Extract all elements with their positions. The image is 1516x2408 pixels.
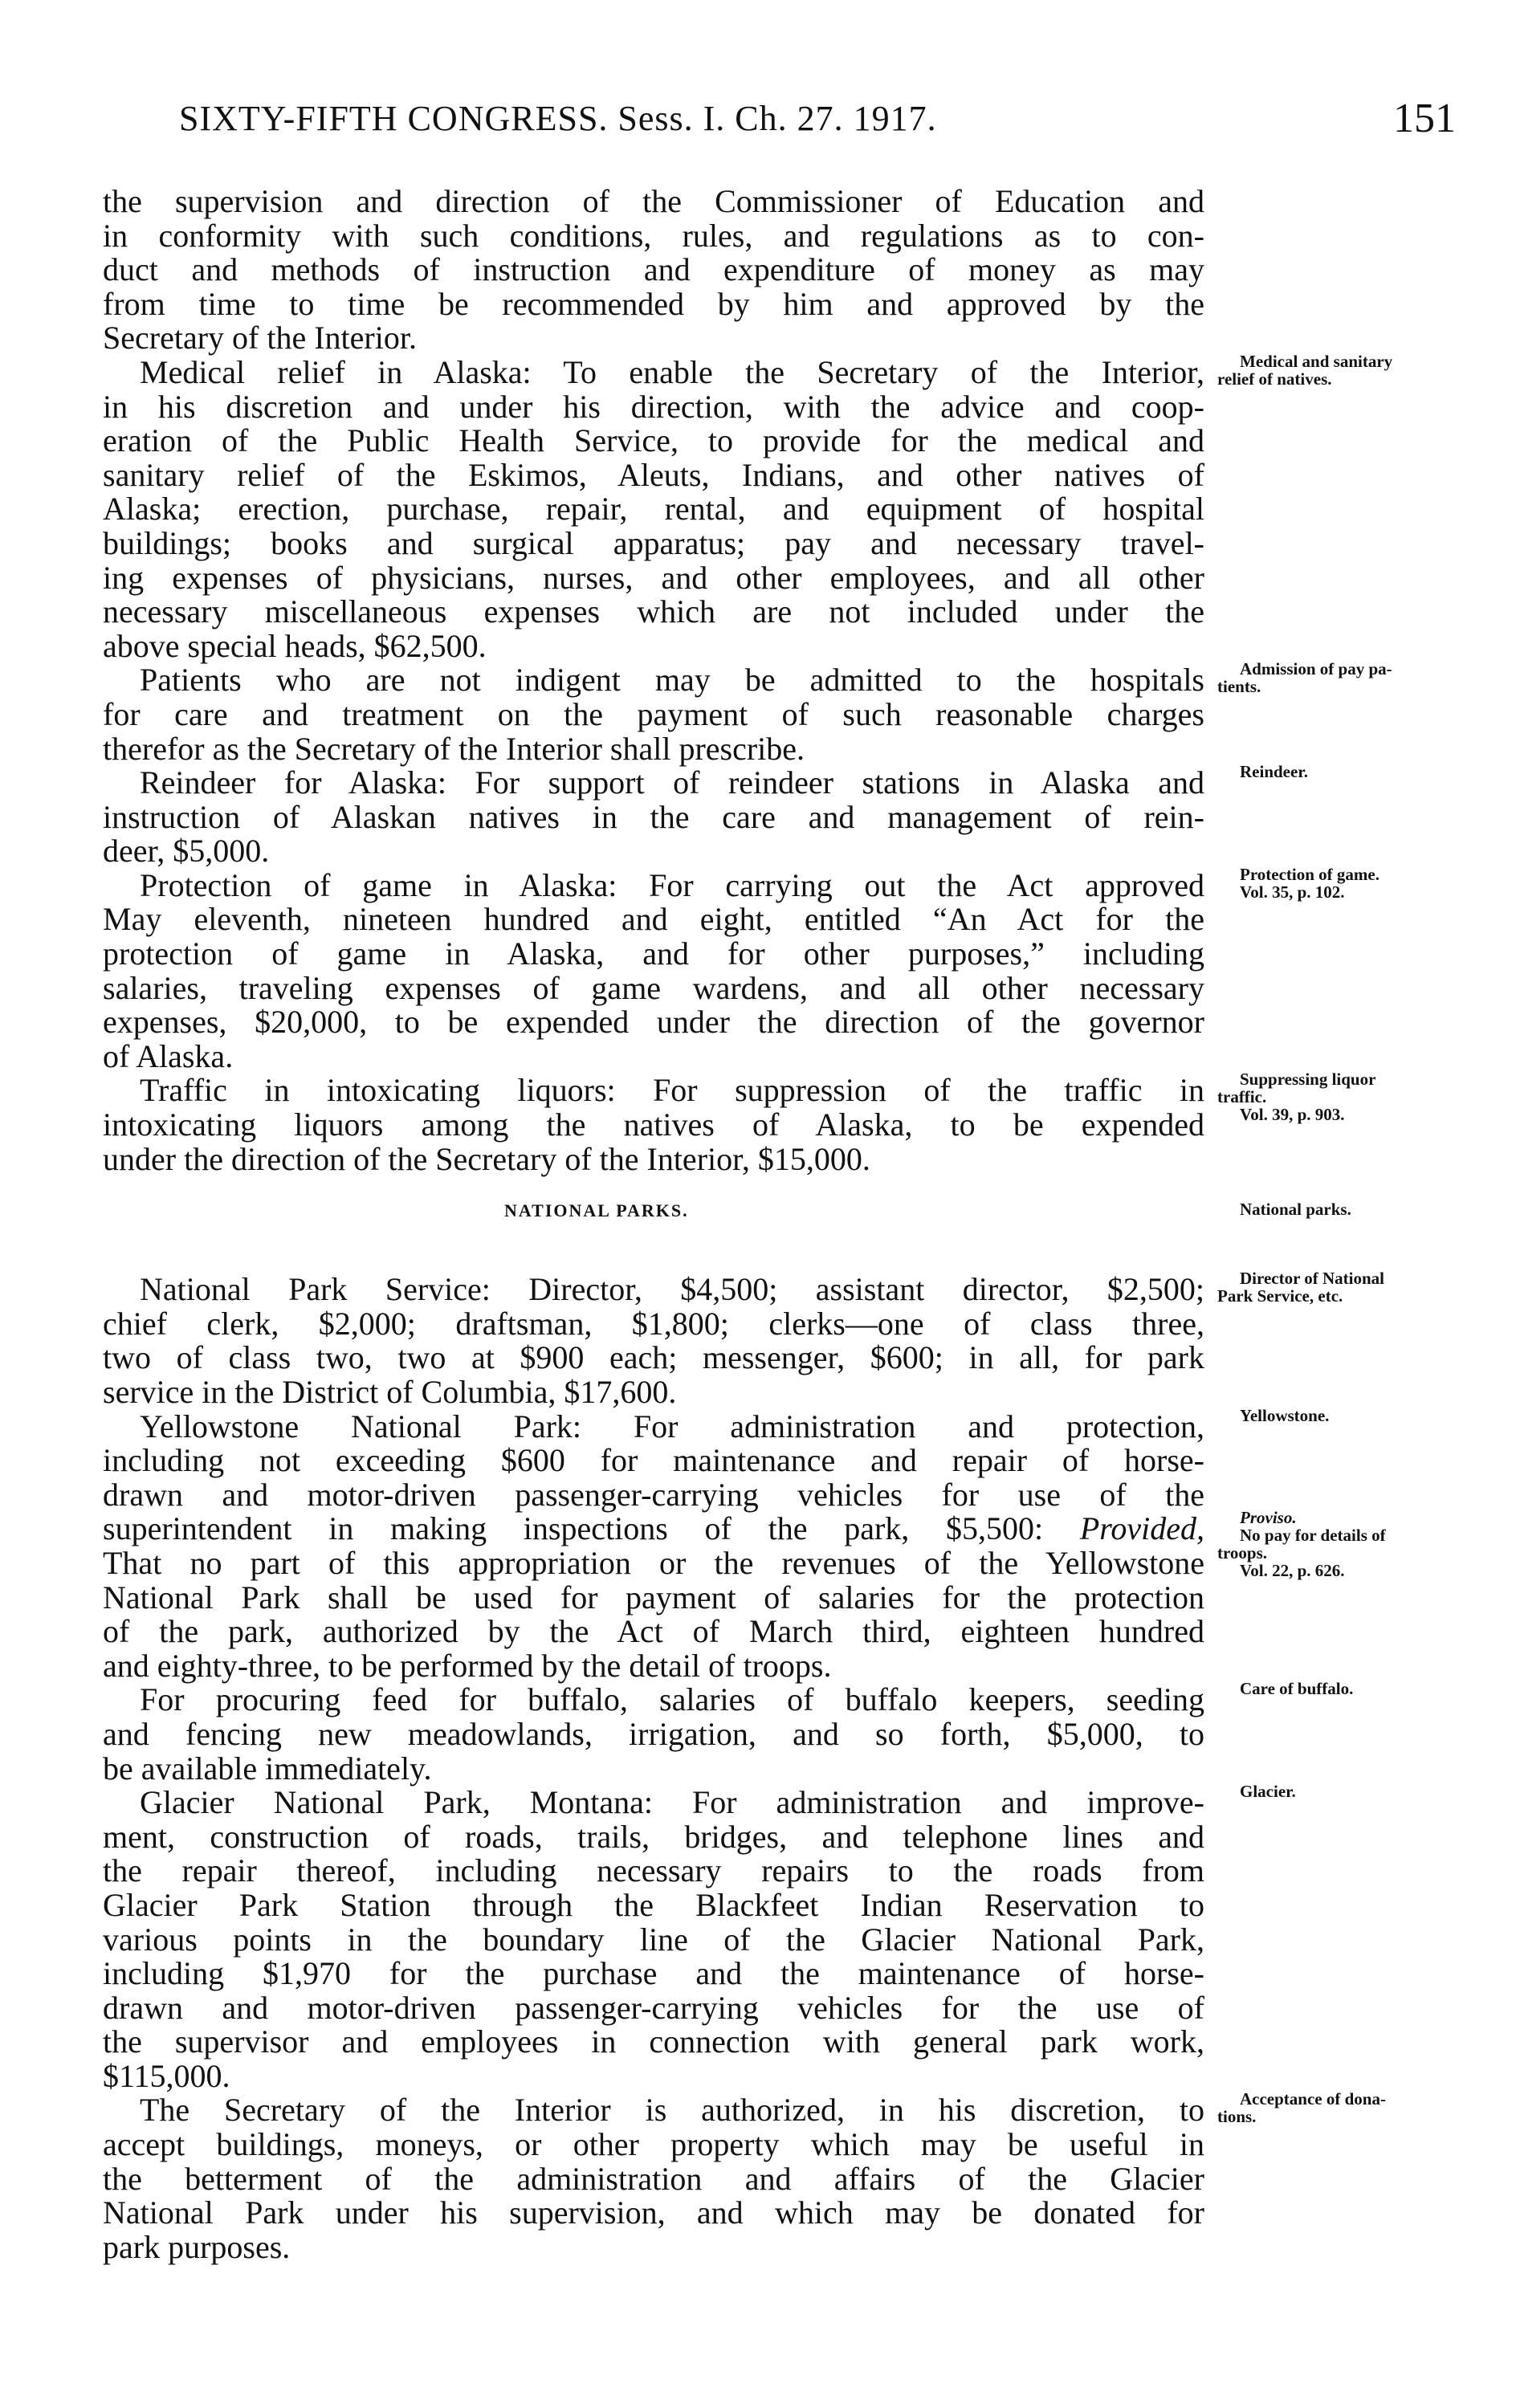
- text-line: salaries, traveling expenses of game wardens, and all other necessary: [103, 969, 1204, 1006]
- margin-note-line: Yellowstone.: [1240, 1405, 1330, 1425]
- page-number: 151: [1393, 96, 1456, 141]
- text-line: the supervision and direction of the Commissioner of Education and: [103, 183, 1204, 219]
- margin-note: National parks.: [1240, 1200, 1351, 1220]
- text-line: park purposes.: [103, 2228, 291, 2265]
- margin-note: [1217, 1680, 1458, 1697]
- margin-note-entry: [1217, 2090, 1458, 2125]
- text-line: two of class two, two at $900 each; messenger, $600; in all, for park: [103, 1339, 1204, 1376]
- text-line: May eleventh, nineteen hundred and eight, entitled “An Act for the: [103, 901, 1204, 938]
- text-line: Reindeer for Alaska: For support of reindeer stations in Alaska and: [140, 764, 1204, 801]
- text-segment: superintendent in making inspections of the park, $5,500:: [103, 1510, 1080, 1547]
- text-line: buildings; books and surgical apparatus; pay and necessary travel-: [103, 524, 1204, 561]
- text-line: ment, construction of roads, trails, bridges, and telephone lines and: [103, 1818, 1204, 1855]
- margin-note: [1217, 1070, 1458, 1123]
- text-line: eration of the Public Health Service, to provide for the medical and: [103, 422, 1204, 459]
- text-line: necessary miscellaneous expenses which are not included under the: [103, 593, 1204, 630]
- text-line: Protection of game in Alaska: For carrying out the Act approved: [140, 866, 1204, 903]
- paragraph: [103, 1405, 1386, 1684]
- text-line: drawn and motor-driven passenger-carrying vehicles for the use of: [103, 1989, 1204, 2026]
- margin-note-line: Director of National: [1240, 1269, 1385, 1289]
- text-line: in his discretion and under his direction, with the advice and coop-: [103, 388, 1204, 425]
- text-line: sanitary relief of the Eskimos, Aleuts, Indians, and other natives of: [103, 456, 1204, 493]
- text-line: ing expenses of physicians, nurses, and other employees, and all other: [103, 559, 1204, 596]
- margin-note-line: Proviso.: [1240, 1508, 1297, 1528]
- margin-note-line: Vol. 39, p. 903.: [1240, 1105, 1345, 1125]
- margin-note-entry: [1217, 1269, 1458, 1305]
- paragraph: [103, 864, 1379, 1074]
- text-line: [103, 1512, 1204, 1546]
- text-line: accept buildings, moneys, or other property which may be useful in: [103, 2126, 1204, 2163]
- text-line: Yellowstone National Park: For administration and protection,: [140, 1408, 1204, 1444]
- margin-note-entry: [1217, 763, 1458, 780]
- text-line: Glacier National Park, Montana: For administration and improve-: [140, 1784, 1204, 1821]
- margin-note: [1217, 2090, 1458, 2125]
- text-line: Patients who are not indigent may be admitted to the hospitals: [140, 662, 1204, 699]
- text-line: therefor as the Secretary of the Interior shall prescribe.: [103, 730, 805, 767]
- running-header: [179, 98, 1456, 143]
- margin-note-entry: [1217, 1526, 1458, 1562]
- text-line: The Secretary of the Interior is authorized, in his discretion, to: [140, 2092, 1204, 2129]
- margin-note-entry: [1217, 1680, 1458, 1697]
- margin-note-entry: [1217, 1562, 1458, 1579]
- text-line: and eighty-three, to be performed by the detail of troops.: [103, 1647, 832, 1684]
- text-line: the repair thereof, including necessary repairs to the roads from: [103, 1852, 1204, 1889]
- margin-note: [1217, 866, 1458, 901]
- margin-note-line: Vol. 22, p. 626.: [1240, 1561, 1345, 1581]
- paragraph: [103, 2089, 1386, 2265]
- paragraph: [103, 1679, 1354, 1787]
- margin-note-line: Care of buffalo.: [1240, 1679, 1354, 1699]
- text-line: in conformity with such conditions, rules, and regulations as to con-: [103, 217, 1204, 254]
- text-line: of the park, authorized by the Act of March third, eighteen hundred: [103, 1613, 1204, 1650]
- text-line: including not exceeding $600 for maintenance and repair of horse-: [103, 1442, 1204, 1479]
- margin-note: [1217, 352, 1458, 388]
- margin-note-line: Glacier.: [1240, 1782, 1296, 1802]
- margin-note-line: relief of natives.: [1217, 369, 1332, 389]
- margin-note: [1217, 1407, 1458, 1424]
- margin-note-line: Acceptance of dona-: [1240, 2089, 1386, 2109]
- text-segment: Provided,: [1079, 1510, 1204, 1547]
- margin-note-entry: [1217, 1407, 1458, 1424]
- text-line: from time to time be recommended by him and approved by the: [103, 285, 1204, 322]
- margin-note-line: traffic.: [1217, 1087, 1267, 1107]
- text-line: the betterment of the administration and affairs of the Glacier: [103, 2160, 1204, 2197]
- margin-note: [1217, 660, 1458, 695]
- text-line: Glacier Park Station through the Blackfeet Indian Reservation to: [103, 1886, 1204, 1923]
- paragraph: [103, 1269, 1385, 1410]
- margin-note-entry: [1217, 1509, 1458, 1526]
- paragraph: [103, 351, 1393, 664]
- text-line: be available immediately.: [103, 1750, 432, 1787]
- text-line: For procuring feed for buffalo, salaries of buffalo keepers, seeding: [140, 1681, 1204, 1718]
- margin-note-line: Reindeer.: [1240, 762, 1308, 782]
- text-line: National Park Service: Director, $4,500; assistant director, $2,500;: [140, 1271, 1204, 1308]
- text-line: duct and methods of instruction and expenditure of money as may: [103, 251, 1204, 288]
- section-heading: [103, 1194, 1351, 1228]
- margin-note-entry: [1217, 660, 1458, 695]
- margin-note-line: Protection of game.: [1240, 864, 1379, 884]
- paragraph: [103, 185, 1204, 356]
- margin-note-entry: [1217, 1106, 1458, 1123]
- margin-note-entry: [1217, 866, 1458, 883]
- text-line: and fencing new meadowlands, irrigation, and so forth, $5,000, to: [103, 1715, 1204, 1752]
- text-line: Traffic in intoxicating liquors: For suppression of the traffic in: [140, 1072, 1204, 1109]
- text-line: Alaska; erection, purchase, repair, rental, and equipment of hospital: [103, 491, 1204, 528]
- text-line: intoxicating liquors among the natives of Alaska, to be expended: [103, 1106, 1204, 1143]
- margin-note-line: troops.: [1217, 1543, 1268, 1563]
- paragraph: [103, 762, 1308, 870]
- text-line: instruction of Alaskan natives in the care and management of rein-: [103, 798, 1204, 835]
- text-line: Secretary of the Interior.: [103, 320, 417, 357]
- margin-note-line: tients.: [1217, 677, 1261, 697]
- text-line: service in the District of Columbia, $17,600.: [103, 1374, 677, 1410]
- margin-note-entry: [1217, 883, 1458, 901]
- text-line: for care and treatment on the payment of such reasonable charges: [103, 695, 1204, 732]
- header-title: SIXTY-FIFTH CONGRESS. Sess. I. Ch. 27. 1917.: [179, 99, 937, 138]
- text-line: the supervisor and employees in connection with general park work,: [103, 2023, 1204, 2060]
- text-line: drawn and motor-driven passenger-carrying vehicles for use of the: [103, 1476, 1204, 1513]
- text-line: of Alaska.: [103, 1037, 234, 1074]
- margin-note-line: Suppressing liquor: [1240, 1070, 1376, 1090]
- margin-note-entry: [1217, 1783, 1458, 1800]
- margin-note-line: Vol. 35, p. 102.: [1240, 882, 1345, 902]
- margin-note: [1217, 1783, 1458, 1800]
- text-line: That no part of this appropriation or the revenues of the Yellowstone: [103, 1544, 1204, 1581]
- margin-note-line: Park Service, etc.: [1217, 1286, 1343, 1306]
- margin-note: [1217, 1509, 1458, 1579]
- margin-note-line: Medical and sanitary: [1240, 351, 1393, 371]
- text-line: under the direction of the Secretary of the Interior, $15,000.: [103, 1140, 870, 1177]
- text-line: chief clerk, $2,000; draftsman, $1,800; clerks—one of class three,: [103, 1305, 1204, 1342]
- paragraph: [103, 1070, 1376, 1177]
- paragraph: [103, 659, 1392, 767]
- text-line: National Park shall be used for payment of salaries for the protection: [103, 1579, 1204, 1616]
- text-line: protection of game in Alaska, and for other purposes,” including: [103, 935, 1204, 972]
- text-line: $115,000.: [103, 2057, 230, 2094]
- document-body: [103, 183, 1393, 2265]
- text-line: above special heads, $62,500.: [103, 627, 487, 664]
- text-line: Medical relief in Alaska: To enable the Secretary of the Interior,: [140, 353, 1204, 390]
- margin-note: [1217, 1269, 1458, 1305]
- margin-note-entry: [1217, 1070, 1458, 1106]
- margin-note-line: tions.: [1217, 2107, 1257, 2127]
- text-line: deer, $5,000.: [103, 833, 270, 870]
- margin-note-line: No pay for details of: [1240, 1526, 1386, 1546]
- margin-note: [1217, 763, 1458, 780]
- paragraph: [103, 1782, 1296, 2094]
- margin-note-line: Admission of pay pa-: [1240, 659, 1392, 679]
- text-line: expenses, $20,000, to be expended under the direction of the governor: [103, 1004, 1204, 1041]
- text-line: various points in the boundary line of the Glacier National Park,: [103, 1921, 1204, 1958]
- text-line: National Park under his supervision, and which may be donated for: [103, 2194, 1204, 2231]
- text-line: including $1,970 for the purchase and the maintenance of horse-: [103, 1955, 1204, 1992]
- margin-note-entry: [1217, 352, 1458, 388]
- section-heading-text: NATIONAL PARKS.: [504, 1200, 689, 1221]
